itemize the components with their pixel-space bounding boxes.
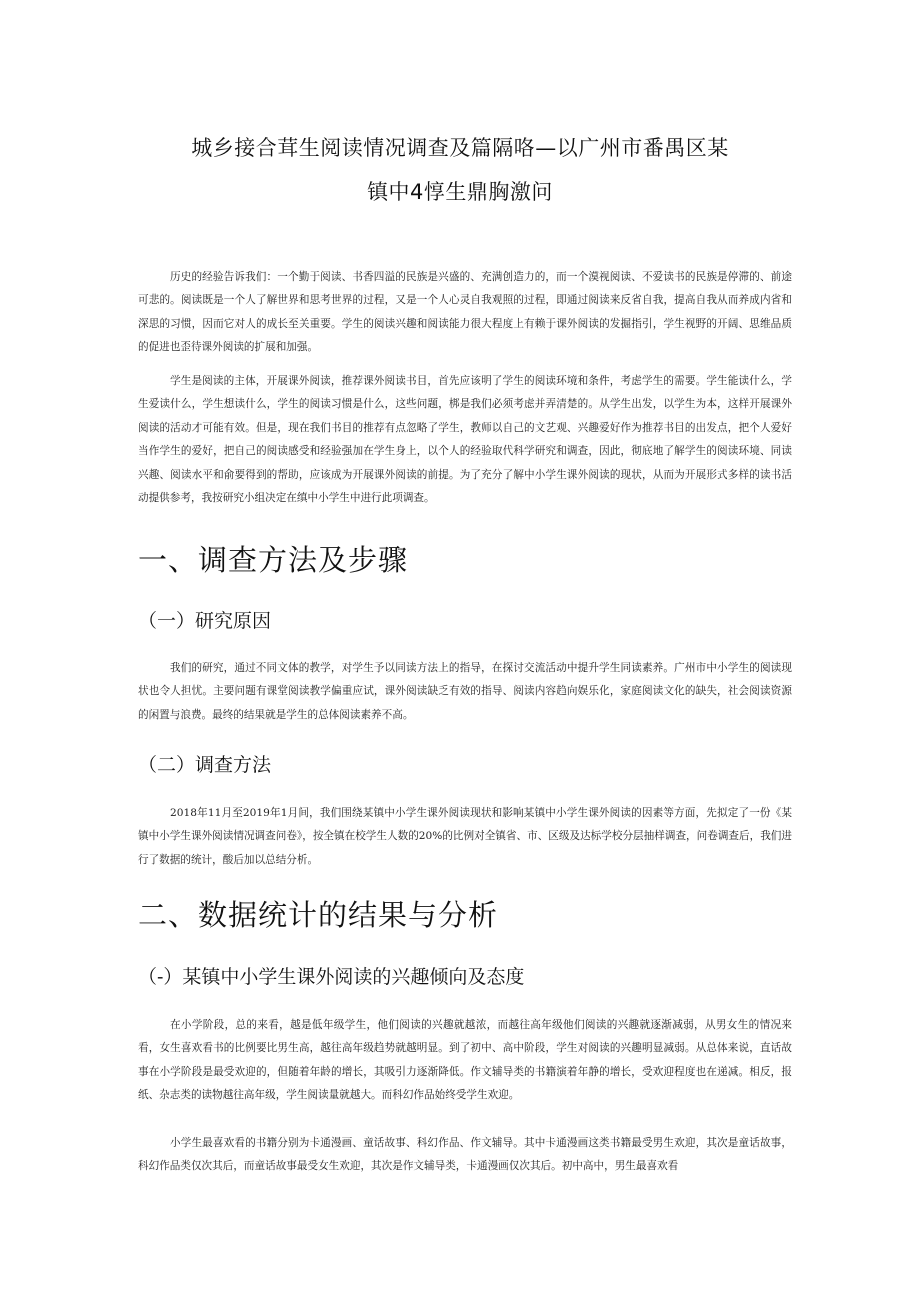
section-1-heading: 一、调查方法及步骤 — [138, 543, 409, 577]
section-2-heading: 二、数据统计的结果与分析 — [138, 898, 499, 932]
subsection-2-1-heading: （-）某镇中小学生课外阅读的兴趣倾向及态度 — [138, 966, 525, 988]
document-title-line-1: 城乡接合茸生阅读情况调查及篇隔咯—以广州市番禺区某 — [191, 136, 729, 160]
document-title-line-2: 镇中4惇生鼎胸激问 — [367, 180, 553, 204]
subsection-1-2-paragraph: 2018年11月至2019年1月间，我们围绕某镇中小学生课外阅读现状和影响某镇中小学生课外阅读的因素等方面，先拟定了一份《某镇中小学生课外阅读情况调查问卷》，按全镇在校学生人数的20%的比例对全镇省、市、区级及达标学校分层抽样调查，问卷调查后，我们进行了数据的统计，酸后加以总结分析。 — [138, 807, 792, 866]
subsection-1-2-heading: （二）调查方法 — [138, 754, 272, 776]
subsection-2-1-paragraph-1: 在小学阶段，总的来看，越是低年级学生，他们阅读的兴趣就越浓，而越往高年级他们阅读的兴趣就逐渐减弱，从男女生的情况来看，女生喜欢看书的比例要比男生高，越往高年级趋势就越明显。到了初中、高中阶段，学生对阅读的兴趣明显减弱。从总体来说，直话故事在小学阶段是最受欢迎的，但随着年龄的增长，其吸引力逐渐降低。作文辅导类的书籍演着年静的增长，受欢迎程度也在递减。相反，报纸、杂志类的读物越往高年级，学生阅读量就越大。而科幻作品始终受学生欢迎。 — [138, 1019, 792, 1102]
intro-paragraph-1: 历史的经验告诉我们：一个勤于阅读、书香四溢的民族是兴盛的、充满创造力的，而一个漠视阅读、不爱读书的民族是停滞的、前途可悲的。阅读既是一个人了解世界和思考世界的过程，又是一个人心灵自我观照的过程，即通过阅读来反省自我，提高自我从而养成内省和深思的习惯，因而它对人的成长至关重要。学生的阅读兴趣和阅读能力很大程度上有赖于课外阅读的发掘指引，学生视野的开阔、思维品质的促进也歪待课外阅读的扩展和加强。 — [138, 271, 792, 354]
subsection-2-1-paragraph-2: 小学生最喜欢看的书籍分别为卡通漫画、童话故事、科幻作品、作文辅导。其中卡通漫画这类书籍最受男生欢迎，其次是童话故事，科幻作品类仅次其后，而童话故事最受女生欢迎，其次是作文辅导类，卡通漫画仅次其后。初中高中，男生最喜欢看 — [138, 1137, 792, 1173]
intro-paragraph-2: 学生是阅读的主体，开展课外阅读，推荐课外阅读书目，首先应该明了学生的阅读环境和条件，考虑学生的需要。学生能读什么，学生爱读什么，学生想读什么，学生的阅读习惯是什么，这些问题，梆是我们必须考虑并弄清楚的。从学生出发，以学生为本，这样开展课外阅读的活动才可能有效。但是，现在我们书目的推荐有点忽略了学生，教师以自己的文艺观、兴趣爱好作为推荐书目的出发点，把个人爱好当作学生的爱好，把自己的阅读感受和经验强加在学生身上，以个人的经验取代科学研究和调查，因此，彻底地了解学生的阅读环境、同读兴趣、阅读水平和俞要得到的帮助，应该成为开展课外阅读的前提。为了充分了解中小学生课外阅读的现状，从而为开展形式多样的读书活动提供参考，我按研究小组决定在缜中小学生中进行此项调查。 — [138, 375, 792, 505]
subsection-1-1-heading: （一）研究原因 — [138, 610, 272, 632]
subsection-1-1-paragraph: 我们的研究，通过不同文体的教学，对学生予以同读方法上的指导，在探讨交流活动中提升学生同读素养。广州市中小学生的阅读现状也令人担忧。主要问题有课堂阅读教学偏重应试，课外阅读缺乏有效的指导、阅读内容趋向娱乐化，家庭阅读文化的缺失，社会阅读资源的闲置与浪费。最终的结果就是学生的总体阅读素养不高。 — [138, 662, 792, 721]
